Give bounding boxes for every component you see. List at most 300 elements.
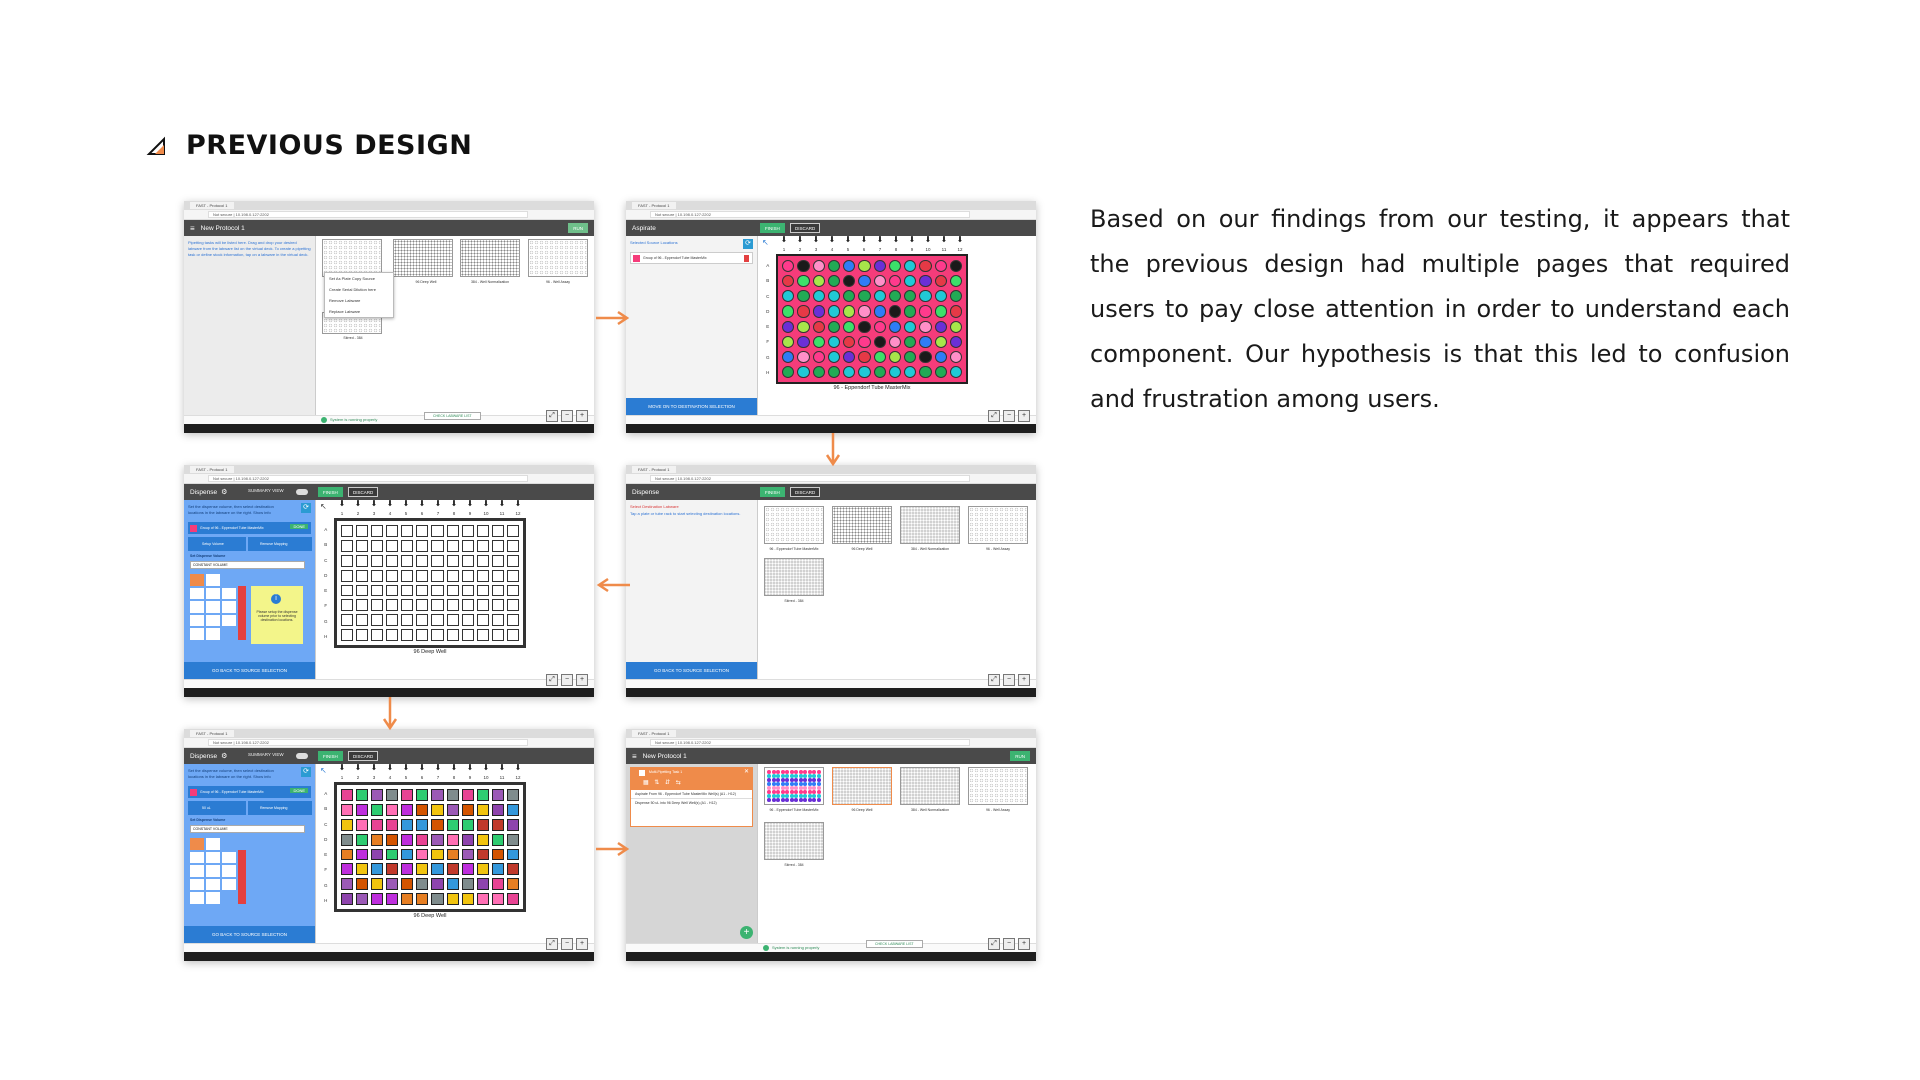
well[interactable] bbox=[431, 834, 443, 846]
well[interactable] bbox=[431, 804, 443, 816]
well[interactable] bbox=[386, 878, 398, 890]
well[interactable] bbox=[371, 863, 383, 875]
column-arrow-icon[interactable]: ⬇ bbox=[514, 499, 522, 508]
well[interactable] bbox=[492, 893, 504, 905]
select-tool-icon[interactable]: ↖ bbox=[320, 502, 327, 511]
well[interactable] bbox=[416, 585, 428, 597]
well[interactable] bbox=[935, 336, 947, 348]
well[interactable] bbox=[858, 366, 870, 378]
well[interactable] bbox=[950, 260, 962, 272]
volume-mode-select[interactable] bbox=[190, 825, 305, 833]
well[interactable] bbox=[889, 305, 901, 317]
well[interactable] bbox=[386, 614, 398, 626]
well[interactable] bbox=[386, 789, 398, 801]
discard-button[interactable]: DISCARD bbox=[790, 487, 820, 497]
keypad-key[interactable] bbox=[190, 574, 204, 586]
well[interactable] bbox=[843, 336, 855, 348]
well[interactable] bbox=[431, 540, 443, 552]
well[interactable] bbox=[904, 351, 916, 363]
done-button[interactable]: DONE bbox=[290, 524, 308, 529]
well[interactable] bbox=[935, 290, 947, 302]
well[interactable] bbox=[797, 275, 809, 287]
well[interactable] bbox=[431, 585, 443, 597]
well[interactable] bbox=[782, 275, 794, 287]
well[interactable] bbox=[401, 863, 413, 875]
well[interactable] bbox=[431, 525, 443, 537]
well[interactable] bbox=[507, 555, 519, 567]
well[interactable] bbox=[492, 863, 504, 875]
hamburger-icon[interactable]: ≡ bbox=[190, 223, 195, 233]
well[interactable] bbox=[843, 260, 855, 272]
well[interactable] bbox=[797, 351, 809, 363]
well[interactable] bbox=[371, 599, 383, 611]
well[interactable] bbox=[447, 878, 459, 890]
well[interactable] bbox=[416, 863, 428, 875]
well[interactable] bbox=[813, 351, 825, 363]
well[interactable] bbox=[462, 599, 474, 611]
fit-icon[interactable]: ⤢ bbox=[988, 410, 1000, 422]
keypad-key[interactable] bbox=[222, 615, 236, 627]
finish-button[interactable]: FINISH bbox=[760, 487, 785, 497]
well[interactable] bbox=[507, 849, 519, 861]
zoom-in-icon[interactable]: + bbox=[1018, 938, 1030, 950]
column-arrow-icon[interactable]: ⬇ bbox=[844, 235, 852, 244]
well[interactable] bbox=[813, 321, 825, 333]
well[interactable] bbox=[401, 614, 413, 626]
well[interactable] bbox=[813, 290, 825, 302]
zoom-in-icon[interactable]: + bbox=[1018, 410, 1030, 422]
column-arrow-icon[interactable]: ⬇ bbox=[370, 499, 378, 508]
well[interactable] bbox=[401, 555, 413, 567]
task-card[interactable] bbox=[630, 767, 753, 827]
column-arrow-icon[interactable]: ⬇ bbox=[418, 499, 426, 508]
labware-plate[interactable] bbox=[764, 506, 824, 544]
well[interactable] bbox=[356, 849, 368, 861]
keypad-key[interactable] bbox=[206, 879, 220, 891]
fit-icon[interactable]: ⤢ bbox=[546, 674, 558, 686]
well[interactable] bbox=[935, 260, 947, 272]
well[interactable] bbox=[874, 275, 886, 287]
keypad-key[interactable] bbox=[222, 879, 236, 891]
zoom-in-icon[interactable]: + bbox=[576, 410, 588, 422]
fit-icon[interactable]: ⤢ bbox=[988, 938, 1000, 950]
well[interactable] bbox=[843, 351, 855, 363]
column-arrow-icon[interactable]: ⬇ bbox=[812, 235, 820, 244]
well[interactable] bbox=[935, 366, 947, 378]
summary-view-toggle[interactable] bbox=[296, 753, 308, 759]
well[interactable] bbox=[492, 819, 504, 831]
well[interactable] bbox=[386, 555, 398, 567]
well[interactable] bbox=[904, 305, 916, 317]
well[interactable] bbox=[371, 789, 383, 801]
close-icon[interactable]: ✕ bbox=[743, 769, 749, 775]
well[interactable] bbox=[797, 290, 809, 302]
keypad-key[interactable] bbox=[206, 588, 220, 600]
well[interactable] bbox=[919, 336, 931, 348]
labware-plate[interactable] bbox=[764, 822, 824, 860]
well[interactable] bbox=[477, 834, 489, 846]
add-task-icon[interactable]: + bbox=[740, 926, 753, 939]
well[interactable] bbox=[386, 599, 398, 611]
well[interactable] bbox=[356, 789, 368, 801]
keypad-key[interactable] bbox=[190, 628, 204, 640]
well[interactable] bbox=[950, 290, 962, 302]
zoom-out-icon[interactable]: − bbox=[1003, 674, 1015, 686]
well[interactable] bbox=[813, 366, 825, 378]
address-bar[interactable]: Not secure | 10.198.0.127:2202 bbox=[208, 475, 528, 482]
well[interactable] bbox=[341, 789, 353, 801]
well[interactable] bbox=[858, 290, 870, 302]
well[interactable] bbox=[401, 540, 413, 552]
well[interactable] bbox=[356, 819, 368, 831]
well[interactable] bbox=[386, 893, 398, 905]
well[interactable] bbox=[492, 629, 504, 641]
well[interactable] bbox=[462, 819, 474, 831]
column-arrow-icon[interactable]: ⬇ bbox=[386, 763, 394, 772]
well[interactable] bbox=[477, 525, 489, 537]
well[interactable] bbox=[386, 849, 398, 861]
zoom-out-icon[interactable]: − bbox=[561, 410, 573, 422]
well[interactable] bbox=[462, 570, 474, 582]
well[interactable] bbox=[341, 540, 353, 552]
keypad-key[interactable] bbox=[190, 879, 204, 891]
well[interactable] bbox=[447, 893, 459, 905]
well[interactable] bbox=[492, 849, 504, 861]
hamburger-icon[interactable]: ≡ bbox=[632, 751, 637, 761]
column-arrow-icon[interactable]: ⬇ bbox=[466, 499, 474, 508]
labware-plate[interactable] bbox=[528, 239, 588, 277]
well[interactable] bbox=[431, 849, 443, 861]
finish-button[interactable]: FINISH bbox=[318, 487, 343, 497]
well[interactable] bbox=[858, 336, 870, 348]
well[interactable] bbox=[507, 863, 519, 875]
well[interactable] bbox=[401, 893, 413, 905]
well[interactable] bbox=[371, 585, 383, 597]
well[interactable] bbox=[858, 305, 870, 317]
well[interactable] bbox=[462, 878, 474, 890]
well[interactable] bbox=[431, 878, 443, 890]
setup-volume-button[interactable] bbox=[188, 537, 246, 551]
well[interactable] bbox=[935, 351, 947, 363]
well[interactable] bbox=[371, 629, 383, 641]
column-arrow-icon[interactable]: ⬇ bbox=[498, 763, 506, 772]
well[interactable] bbox=[782, 305, 794, 317]
well[interactable] bbox=[447, 525, 459, 537]
well[interactable] bbox=[341, 849, 353, 861]
well[interactable] bbox=[492, 834, 504, 846]
column-arrow-icon[interactable]: ⬇ bbox=[924, 235, 932, 244]
well[interactable] bbox=[401, 570, 413, 582]
keypad-key[interactable] bbox=[190, 601, 204, 613]
column-arrow-icon[interactable]: ⬇ bbox=[434, 499, 442, 508]
well[interactable] bbox=[843, 290, 855, 302]
column-arrow-icon[interactable]: ⬇ bbox=[482, 499, 490, 508]
column-arrow-icon[interactable]: ⬇ bbox=[940, 235, 948, 244]
well[interactable] bbox=[386, 819, 398, 831]
well[interactable] bbox=[889, 351, 901, 363]
labware-plate[interactable] bbox=[460, 239, 520, 277]
well[interactable] bbox=[401, 849, 413, 861]
well[interactable] bbox=[843, 321, 855, 333]
keypad-key[interactable] bbox=[206, 865, 220, 877]
well[interactable] bbox=[492, 599, 504, 611]
well[interactable] bbox=[904, 260, 916, 272]
zoom-out-icon[interactable]: − bbox=[561, 938, 573, 950]
labware-plate[interactable] bbox=[832, 506, 892, 544]
source-group-item[interactable] bbox=[630, 252, 753, 264]
menu-item[interactable]: Remove Labware bbox=[329, 298, 361, 303]
well[interactable] bbox=[889, 336, 901, 348]
well[interactable] bbox=[492, 555, 504, 567]
well[interactable] bbox=[919, 260, 931, 272]
column-arrow-icon[interactable]: ⬇ bbox=[482, 763, 490, 772]
well[interactable] bbox=[431, 614, 443, 626]
well[interactable] bbox=[782, 336, 794, 348]
well[interactable] bbox=[341, 878, 353, 890]
well[interactable] bbox=[507, 804, 519, 816]
well[interactable] bbox=[386, 629, 398, 641]
well[interactable] bbox=[341, 614, 353, 626]
column-arrow-icon[interactable]: ⬇ bbox=[796, 235, 804, 244]
column-arrow-icon[interactable]: ⬇ bbox=[338, 763, 346, 772]
well[interactable] bbox=[401, 525, 413, 537]
move-to-destination-button[interactable]: MOVE ON TO DESTINATION SELECTION bbox=[626, 398, 757, 415]
labware-plate[interactable] bbox=[764, 558, 824, 596]
well[interactable] bbox=[477, 629, 489, 641]
well[interactable] bbox=[462, 629, 474, 641]
well[interactable] bbox=[341, 863, 353, 875]
well[interactable] bbox=[371, 849, 383, 861]
well[interactable] bbox=[950, 366, 962, 378]
well[interactable] bbox=[507, 893, 519, 905]
keypad-key[interactable] bbox=[190, 615, 204, 627]
well[interactable] bbox=[782, 351, 794, 363]
well[interactable] bbox=[447, 804, 459, 816]
well[interactable] bbox=[416, 878, 428, 890]
well[interactable] bbox=[431, 863, 443, 875]
well[interactable] bbox=[889, 290, 901, 302]
well[interactable] bbox=[462, 863, 474, 875]
well[interactable] bbox=[935, 305, 947, 317]
menu-item[interactable]: Set As Plate Copy Source bbox=[329, 276, 376, 281]
well[interactable] bbox=[904, 275, 916, 287]
well[interactable] bbox=[874, 321, 886, 333]
address-bar[interactable]: Not secure | 10.198.0.127:2202 bbox=[650, 475, 970, 482]
zoom-out-icon[interactable]: − bbox=[561, 674, 573, 686]
address-bar[interactable]: Not secure | 10.198.0.127:2202 bbox=[208, 739, 528, 746]
well[interactable] bbox=[950, 336, 962, 348]
well[interactable] bbox=[416, 555, 428, 567]
well[interactable] bbox=[919, 351, 931, 363]
labware-plate[interactable] bbox=[832, 767, 892, 805]
well[interactable] bbox=[401, 819, 413, 831]
well[interactable] bbox=[828, 351, 840, 363]
well[interactable] bbox=[447, 849, 459, 861]
column-arrow-icon[interactable]: ⬇ bbox=[892, 235, 900, 244]
zoom-in-icon[interactable]: + bbox=[1018, 674, 1030, 686]
well[interactable] bbox=[858, 275, 870, 287]
well[interactable] bbox=[447, 789, 459, 801]
well[interactable] bbox=[401, 585, 413, 597]
well[interactable] bbox=[356, 525, 368, 537]
well[interactable] bbox=[386, 834, 398, 846]
column-arrow-icon[interactable]: ⬇ bbox=[514, 763, 522, 772]
column-arrow-icon[interactable]: ⬇ bbox=[434, 763, 442, 772]
well[interactable] bbox=[386, 570, 398, 582]
column-arrow-icon[interactable]: ⬇ bbox=[780, 235, 788, 244]
well[interactable] bbox=[843, 305, 855, 317]
well[interactable] bbox=[507, 525, 519, 537]
summary-view-toggle[interactable] bbox=[296, 489, 308, 495]
well[interactable] bbox=[341, 804, 353, 816]
well[interactable] bbox=[416, 893, 428, 905]
well[interactable] bbox=[416, 614, 428, 626]
well[interactable] bbox=[371, 614, 383, 626]
well[interactable] bbox=[416, 540, 428, 552]
well[interactable] bbox=[416, 599, 428, 611]
volume-button[interactable] bbox=[188, 801, 246, 815]
well[interactable] bbox=[782, 321, 794, 333]
discard-button[interactable]: DISCARD bbox=[790, 223, 820, 233]
well[interactable] bbox=[797, 260, 809, 272]
well[interactable] bbox=[492, 570, 504, 582]
well[interactable] bbox=[386, 804, 398, 816]
well[interactable] bbox=[507, 789, 519, 801]
well[interactable] bbox=[356, 614, 368, 626]
well[interactable] bbox=[462, 893, 474, 905]
well[interactable] bbox=[447, 629, 459, 641]
well[interactable] bbox=[904, 321, 916, 333]
zoom-out-icon[interactable]: − bbox=[1003, 938, 1015, 950]
well[interactable] bbox=[401, 834, 413, 846]
well[interactable] bbox=[371, 878, 383, 890]
well[interactable] bbox=[874, 366, 886, 378]
well[interactable] bbox=[477, 819, 489, 831]
column-arrow-icon[interactable]: ⬇ bbox=[908, 235, 916, 244]
column-arrow-icon[interactable]: ⬇ bbox=[354, 499, 362, 508]
well[interactable] bbox=[447, 614, 459, 626]
well[interactable] bbox=[507, 570, 519, 582]
fit-icon[interactable]: ⤢ bbox=[546, 938, 558, 950]
remove-mapping-button[interactable] bbox=[248, 801, 312, 815]
well[interactable] bbox=[477, 863, 489, 875]
well[interactable] bbox=[462, 614, 474, 626]
well[interactable] bbox=[889, 275, 901, 287]
well[interactable] bbox=[416, 804, 428, 816]
well[interactable] bbox=[904, 336, 916, 348]
keypad-key[interactable] bbox=[190, 865, 204, 877]
well[interactable] bbox=[447, 819, 459, 831]
keypad-key[interactable] bbox=[206, 838, 220, 850]
well[interactable] bbox=[828, 275, 840, 287]
well[interactable] bbox=[950, 305, 962, 317]
well[interactable] bbox=[492, 525, 504, 537]
well[interactable] bbox=[371, 570, 383, 582]
well[interactable] bbox=[813, 336, 825, 348]
keypad-key[interactable] bbox=[206, 852, 220, 864]
keypad-key[interactable] bbox=[222, 601, 236, 613]
well[interactable] bbox=[431, 629, 443, 641]
well[interactable] bbox=[341, 893, 353, 905]
well[interactable] bbox=[401, 878, 413, 890]
well[interactable] bbox=[341, 570, 353, 582]
finish-button[interactable]: FINISH bbox=[760, 223, 785, 233]
well[interactable] bbox=[462, 789, 474, 801]
remove-mapping-button[interactable] bbox=[248, 537, 312, 551]
well[interactable] bbox=[341, 585, 353, 597]
well[interactable] bbox=[356, 555, 368, 567]
refresh-icon[interactable]: ⟳ bbox=[301, 767, 311, 777]
column-arrow-icon[interactable]: ⬇ bbox=[860, 235, 868, 244]
fit-icon[interactable]: ⤢ bbox=[988, 674, 1000, 686]
well[interactable] bbox=[371, 540, 383, 552]
keypad-key[interactable] bbox=[190, 588, 204, 600]
keypad-key[interactable] bbox=[206, 615, 220, 627]
well[interactable] bbox=[356, 570, 368, 582]
well[interactable] bbox=[507, 819, 519, 831]
well[interactable] bbox=[477, 570, 489, 582]
well[interactable] bbox=[431, 789, 443, 801]
well[interactable] bbox=[341, 819, 353, 831]
zoom-in-icon[interactable]: + bbox=[576, 674, 588, 686]
column-arrow-icon[interactable]: ⬇ bbox=[450, 499, 458, 508]
finish-button[interactable]: FINISH bbox=[318, 751, 343, 761]
well[interactable] bbox=[507, 585, 519, 597]
well[interactable] bbox=[874, 336, 886, 348]
delete-icon[interactable] bbox=[744, 255, 749, 262]
well[interactable] bbox=[874, 305, 886, 317]
fit-icon[interactable]: ⤢ bbox=[546, 410, 558, 422]
well[interactable] bbox=[477, 849, 489, 861]
labware-plate[interactable] bbox=[900, 506, 960, 544]
well[interactable] bbox=[431, 893, 443, 905]
refresh-icon[interactable]: ⟳ bbox=[301, 503, 311, 513]
keypad-key[interactable] bbox=[222, 852, 236, 864]
well[interactable] bbox=[416, 789, 428, 801]
column-arrow-icon[interactable]: ⬇ bbox=[498, 499, 506, 508]
well[interactable] bbox=[416, 849, 428, 861]
well[interactable] bbox=[371, 555, 383, 567]
well[interactable] bbox=[919, 305, 931, 317]
well[interactable] bbox=[782, 260, 794, 272]
well[interactable] bbox=[950, 351, 962, 363]
keypad-key[interactable] bbox=[190, 838, 204, 850]
well[interactable] bbox=[386, 585, 398, 597]
well[interactable] bbox=[492, 614, 504, 626]
well[interactable] bbox=[858, 351, 870, 363]
well[interactable] bbox=[356, 599, 368, 611]
well[interactable] bbox=[462, 804, 474, 816]
well[interactable] bbox=[828, 321, 840, 333]
well[interactable] bbox=[416, 570, 428, 582]
well[interactable] bbox=[919, 290, 931, 302]
well[interactable] bbox=[401, 804, 413, 816]
well[interactable] bbox=[401, 789, 413, 801]
zoom-in-icon[interactable]: + bbox=[576, 938, 588, 950]
well[interactable] bbox=[462, 849, 474, 861]
well[interactable] bbox=[477, 614, 489, 626]
zoom-out-icon[interactable]: − bbox=[1003, 410, 1015, 422]
well[interactable] bbox=[858, 321, 870, 333]
well[interactable] bbox=[341, 525, 353, 537]
back-to-source-button[interactable]: GO BACK TO SOURCE SELECTION bbox=[184, 662, 315, 679]
well[interactable] bbox=[356, 804, 368, 816]
select-tool-icon[interactable]: ↖ bbox=[762, 238, 769, 247]
well[interactable] bbox=[356, 540, 368, 552]
well[interactable] bbox=[401, 629, 413, 641]
well[interactable] bbox=[447, 555, 459, 567]
well[interactable] bbox=[477, 585, 489, 597]
